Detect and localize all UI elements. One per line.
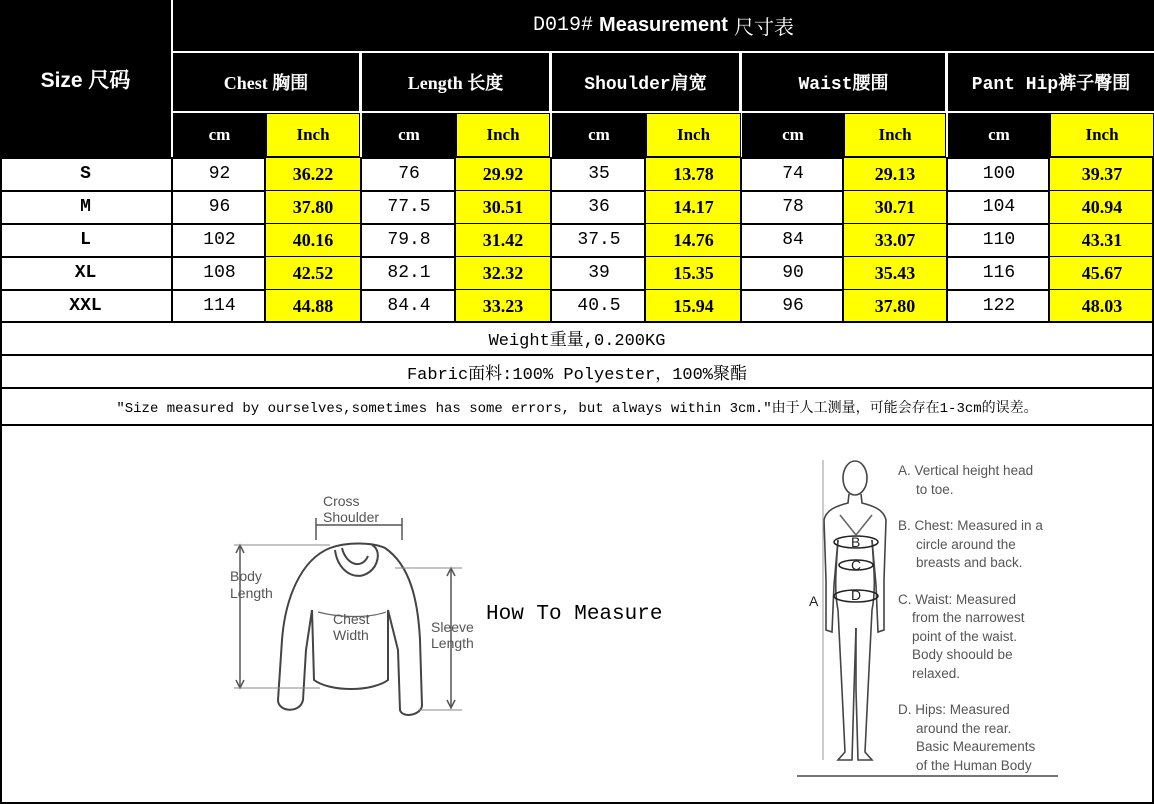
disclaimer-note: "Size measured by ourselves,sometimes has some errors, but always within 3cm."由于人工测量，可能会存在1-3cm的误差。: [116, 400, 1038, 417]
cm-value: 96: [208, 197, 231, 217]
size-label: M: [80, 197, 91, 217]
inch-value: 33.23: [456, 290, 550, 322]
title-code: D019#: [533, 14, 594, 37]
title-cn: 尺寸表: [733, 17, 794, 39]
inch-value: 15.35: [646, 257, 741, 289]
cm-value: 77.5: [387, 197, 431, 217]
svg-text:Body: Body: [230, 568, 262, 584]
inch-value: 13.78: [646, 158, 741, 190]
cm-value: 74: [782, 164, 804, 184]
cm-value: 36: [588, 197, 610, 217]
inch-value: 42.52: [266, 257, 360, 289]
inch-value: 43.31: [1050, 224, 1154, 256]
cm-value: 35: [588, 164, 610, 184]
legend-a: A. Vertical height head: [898, 463, 1034, 478]
inch-value: 33.07: [844, 224, 946, 256]
cm-value: 102: [203, 230, 236, 250]
svg-text:Sleeve: Sleeve: [431, 619, 474, 635]
group-waist: Waist腰围: [742, 53, 945, 111]
cm-value: 39: [588, 263, 610, 283]
svg-text:A: A: [809, 593, 819, 609]
svg-text:Chest: Chest: [333, 611, 370, 627]
cm-value: 82.1: [387, 263, 431, 283]
group-shoulder: Shoulder肩宽: [552, 53, 739, 111]
inch-value: 36.22: [266, 158, 360, 190]
cm-value: 90: [782, 263, 804, 283]
inch-value: 40.94: [1050, 191, 1154, 223]
unit-cm: cm: [948, 113, 1050, 157]
cm-value: 100: [982, 164, 1016, 184]
size-label: L: [80, 230, 91, 250]
legend-c: C. Waist: Measured: [898, 591, 1017, 607]
unit-cm: cm: [362, 113, 456, 157]
cm-value: 37.5: [577, 230, 621, 250]
cm-value: 114: [203, 296, 236, 316]
cm-value: 104: [982, 197, 1016, 217]
inch-value: 44.88: [266, 290, 360, 322]
fabric-note: Fabric面料:100% Polyester，100%聚酯: [406, 365, 748, 385]
inch-value: 30.51: [456, 191, 550, 223]
svg-text:Cross: Cross: [323, 493, 360, 509]
group-length: Length 长度: [362, 53, 549, 111]
cm-value: 40.5: [577, 296, 621, 316]
inch-value: 37.80: [266, 191, 360, 223]
inch-value: 15.94: [646, 290, 741, 322]
inch-value: 32.32: [456, 257, 550, 289]
svg-text:Length: Length: [431, 635, 474, 651]
size-label: XXL: [69, 296, 102, 316]
inch-value: 39.37: [1050, 158, 1154, 190]
cm-value: 76: [398, 164, 420, 184]
how-to-measure-title: How To Measure: [486, 603, 663, 626]
cm-value: 108: [203, 263, 236, 283]
unit-inch: Inch: [844, 113, 946, 157]
cm-value: 96: [782, 296, 804, 316]
cm-value: 84.4: [387, 296, 431, 316]
unit-inch: Inch: [266, 113, 360, 157]
inch-value: 14.76: [646, 224, 741, 256]
size-label: S: [80, 164, 91, 184]
cm-value: 122: [982, 296, 1016, 316]
unit-cm: cm: [173, 113, 266, 157]
unit-inch: Inch: [1050, 113, 1154, 157]
legend-d: D. Hips: Measured: [898, 702, 1010, 717]
cm-value: 116: [982, 263, 1016, 283]
svg-text:Length: Length: [230, 585, 273, 601]
inch-value: 37.80: [844, 290, 946, 322]
size-header: Size 尺码: [0, 0, 171, 157]
unit-inch: Inch: [456, 113, 550, 157]
cm-value: 92: [208, 164, 231, 184]
inch-value: 35.43: [844, 257, 946, 289]
weight-note: Weight重量,0.200KG: [488, 332, 666, 351]
cm-value: 110: [982, 230, 1016, 250]
cm-value: 84: [782, 230, 804, 250]
group-chest: Chest 胸围: [173, 53, 359, 111]
svg-text:B: B: [851, 534, 861, 550]
svg-text:Shoulder: Shoulder: [323, 509, 380, 525]
cm-value: 79.8: [387, 230, 431, 250]
svg-text:Width: Width: [333, 627, 369, 643]
inch-value: 29.13: [844, 158, 946, 190]
inch-value: 48.03: [1050, 290, 1154, 322]
inch-value: 45.67: [1050, 257, 1154, 289]
unit-cm: cm: [742, 113, 844, 157]
svg-text:C: C: [851, 557, 862, 573]
title-main: Measurement: [599, 14, 728, 36]
group-pant-hip: Pant Hip裤子臀围: [948, 53, 1154, 111]
measurement-legend: A. Vertical height head to toe. B. Chest: Measured in a circle around the breasts and back. C. Waist: Measured from the narrowest point of the waist. Body shoould be relaxed. D. Hips: Measured around the rear. Basic Meaurements of the Human Body: [898, 463, 1043, 773]
cm-value: 78: [782, 197, 804, 217]
inch-value: 40.16: [266, 224, 360, 256]
inch-value: 14.17: [646, 191, 741, 223]
inch-value: 29.92: [456, 158, 550, 190]
garment-labels: [230, 493, 474, 651]
inch-value: 30.71: [844, 191, 946, 223]
unit-inch: Inch: [646, 113, 741, 157]
svg-text:D: D: [851, 587, 862, 603]
size-label: XL: [74, 263, 97, 283]
legend-b: B. Chest: Measured in a: [898, 518, 1043, 533]
inch-value: 31.42: [456, 224, 550, 256]
unit-cm: cm: [552, 113, 646, 157]
